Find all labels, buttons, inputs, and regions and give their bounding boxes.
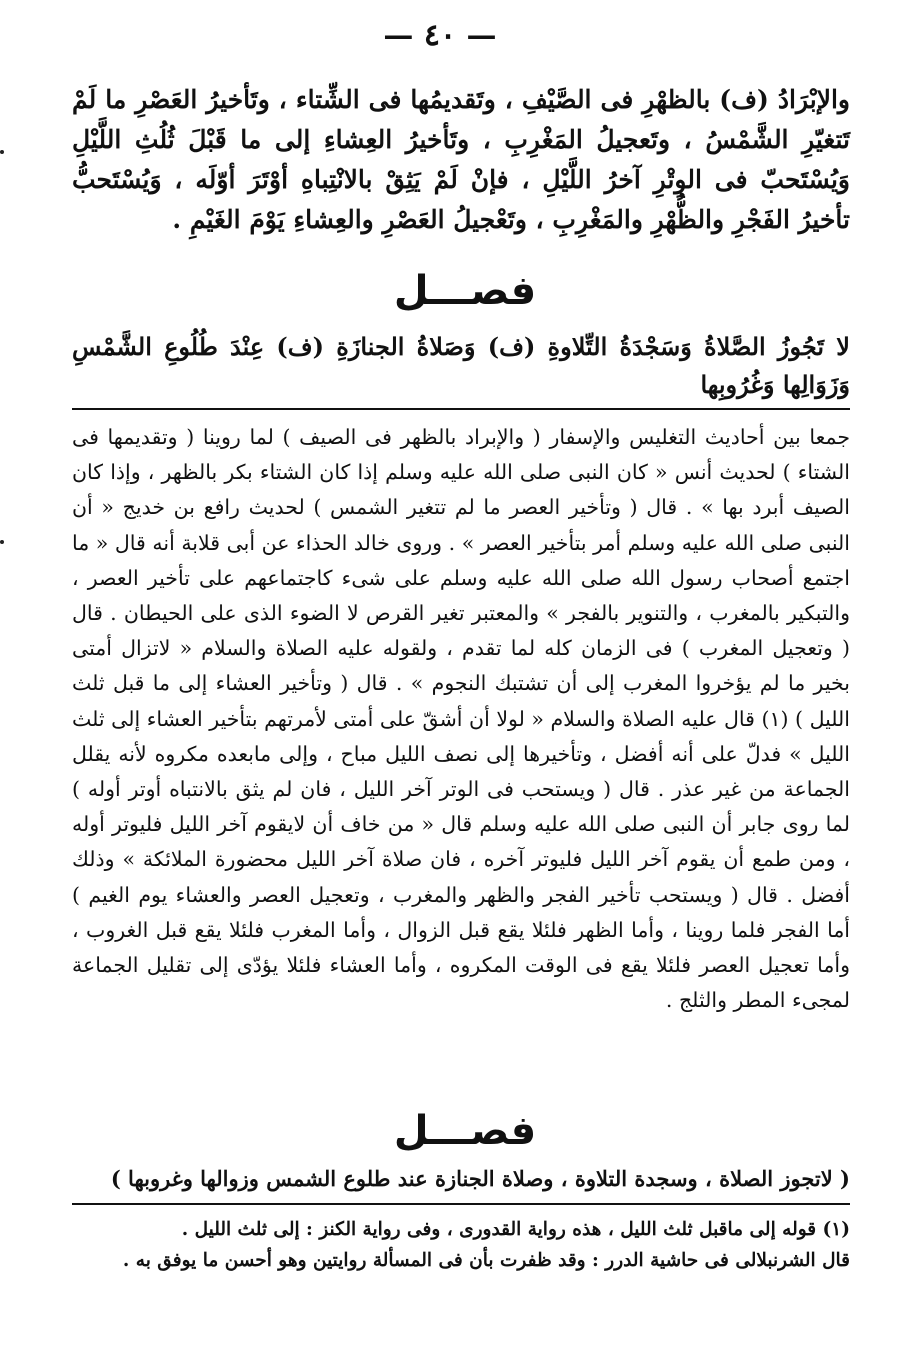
matn-text-top [72, 80, 850, 240]
scan-edge-mark [0, 150, 4, 154]
matn-text-middle [72, 328, 850, 404]
matn-paragraph: لا تَجُوزُ الصَّلاةُ وَسَجْدَةُ التِّلاوةِ (ف) وَصَلاةُ الجنازَةِ (ف) عِنْدَ طُلُوعِ الشَّمْسِ وَزَوَالِها وَغُرُوبِها [72, 332, 850, 399]
section-heading: فصـــل [393, 268, 537, 314]
footnote-line: (١) قوله إلى ماقبل ثلث الليل ، هذه رواية القدورى ، وفى رواية الكنز : إلى ثلث الليل . [181, 1219, 850, 1240]
separator-rule [72, 408, 850, 410]
matn-text-bottom [72, 1162, 850, 1196]
scan-edge-mark [0, 540, 4, 544]
section-heading: فصـــل [393, 1108, 537, 1154]
page-number: — ٤٠ — [383, 18, 497, 53]
footnote [72, 1214, 850, 1276]
matn-paragraph: والإبْرَادُ (ف) بالظهْرِ فى الصَّيْفِ ، وتَقديمُها فى الشِّتاء ، وتَأخيرُ العَصْرِ ما لَمْ تَتغيّرِ الشَّمْسُ ، وتَعجيلُ المَغْرِبِ ، وتَأخيرُ العِشاءِ إلى ما قَبْلَ ثُلُثِ اللَّيْلِ وَيُسْتَحبّ فى الوِتْرِ آخرُ اللَّيْلِ ، فإنْ لَمْ يَثِقْ بالانْتِباهِ أوْتَرَ أوّلَه ، وَيُسْتَحبُّ تأخيرُ الفَجْرِ والظُّهْرِ والمَغْرِبِ ، وتَعْجيلُ العَصْرِ والعِشاءِ يَوْمَ الغَيْمِ . [72, 85, 850, 234]
footnote-line: قال الشرنبلالى فى حاشية الدرر : وقد ظفرت بأن فى المسألة روايتين وهو أحسن ما يوفق به . [122, 1250, 850, 1271]
commentary-paragraph: جمعا بين أحاديث التغليس والإسفار ( والإبراد بالظهر فى الصيف ) لما روينا ( وتقديمها فى الشتاء ) لحديث أنس « كان النبى صلى الله عليه وسلم إذا كان الشتاء بكر بالظهر ، وإذا كان الصيف أبرد بها » . قال ( وتأخير العصر ما لم تتغير الشمس ) لحديث رافع بن خديج « أن النبى صلى الله عليه وسلم أمر بتأخير العصر » . وروى خالد الحذاء عن أبى قلابة أنه قال « ما اجتمع أصحاب رسول الله صلى الله عليه وسلم على شىء كاجتماعهم على تأخير العصر ، والتبكير بالمغرب ، والتنوير بالفجر » والمعتبر تغير القرص لا الضوء الذى على الحيطان . قال ( وتعجيل المغرب ) فى الزمان كله لما تقدم ، ولقوله عليه الصلاة والسلام « لاتزال أمتى بخير ما لم يؤخروا المغرب إلى أن تشتبك النجوم » . قال ( وتأخير العشاء إلى ما قبل ثلث الليل ) (١) قال عليه الصلاة والسلام « لولا أن أشقّ على أمتى لأمرتهم بتأخير العشاء إلى ثلث الليل » فدلّ على أنه أفضل ، وتأخيرها إلى نصف الليل مباح ، وإلى مابعده مكروه لأنه يقلل الجماعة من غير عذر . قال ( ويستحب فى الوتر آخر الليل ، فان لم يثق بالانتباه أوتر أوله ) لما روى جابر أن النبى صلى الله عليه وسلم قال « من خاف أن لايقوم آخر الليل فليوتر أوله ، ومن طمع أن يقوم آخر الليل فليوتر آخره ، فان صلاة آخر الليل محضورة الملائكة » وذلك أفضل . قال ( ويستحب تأخير الفجر والظهر والمغرب ، وتعجيل العصر والعشاء يوم الغيم ) أما الفجر فلما روينا ، وأما الظهر فلئلا يقع قبل الزوال ، وأما المغرب فلئلا يقع قبل الغروب ، وأما تعجيل العصر فلئلا يقع فى الوقت المكروه ، وأما العشاء فلئلا يؤدّى إلى تقليل الجماعة لمجىء المطر والثلج . [72, 425, 851, 1013]
matn-paragraph: ( لاتجوز الصلاة ، وسجدة التلاوة ، وصلاة الجنازة عند طلوع الشمس وزوالها وغروبها ) [110, 1166, 850, 1191]
footnote-separator [72, 1203, 850, 1205]
commentary-text [72, 420, 850, 1018]
